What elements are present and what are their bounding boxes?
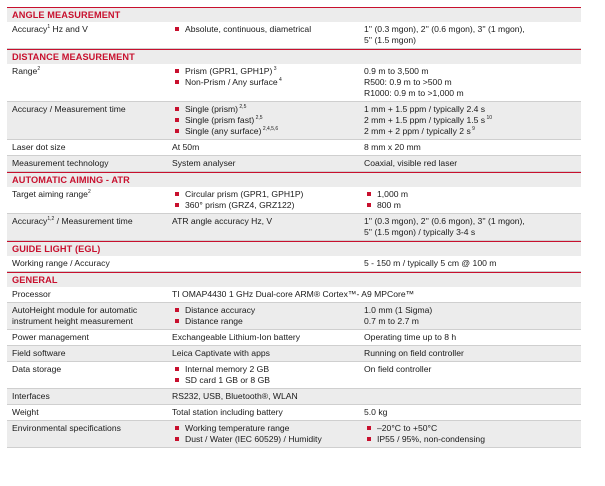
spec-label [7,389,169,404]
footnote-ref: 2 [37,66,41,73]
spec-label [7,64,169,101]
spec-row [7,405,581,421]
cell-line [364,227,581,238]
spec-value [364,389,581,404]
spec-label [7,140,169,155]
spec-feature [169,256,364,271]
cell-text: 800 m [377,200,401,210]
footnote-ref: 2 [87,189,91,196]
cell-text: Coaxial, visible red laser [364,158,458,168]
cell-line [364,115,581,126]
label-suffix: Hz and V [50,24,88,34]
spec-label [7,287,169,302]
cell-text: SD card 1 GB or 8 GB [185,375,271,385]
label-text: Interfaces [12,391,50,401]
label-text: Accuracy [12,216,48,226]
cell-line [364,332,581,343]
spec-value [364,256,581,271]
spec-feature [169,346,364,361]
cell-line [364,104,581,115]
spec-row [7,140,581,156]
bullet-item [364,200,581,211]
spec-value [364,362,581,388]
spec-label [7,22,169,48]
footnote-ref: 1 [47,24,51,31]
bullet-item [364,189,581,200]
spec-label [7,330,169,345]
spec-feature [169,214,364,240]
bullet-item [172,126,364,137]
cell-text: On field controller [364,364,432,374]
spec-value [364,330,581,345]
spec-value [364,405,581,420]
label-text: Environmental specifications [12,423,121,433]
spec-value [364,303,581,329]
spec-feature [169,102,364,139]
cell-text: 1'' (0.3 mgon), 2'' (0.6 mgon), 3'' (1 mgon), [364,216,525,226]
cell-line [172,216,364,227]
cell-text: Distance range [185,316,243,326]
spec-feature [169,303,364,329]
cell-line [172,142,364,153]
cell-line [364,305,581,316]
label-text: Power management [12,332,89,342]
cell-text: 1.0 mm (1 Sigma) [364,305,433,315]
cell-text: Running on field controller [364,348,464,358]
cell-text: 360° prism (GRZ4, GRZ122) [185,200,295,210]
cell-line [364,348,581,359]
cell-text: ATR angle accuracy Hz, V [172,216,273,226]
spec-label [7,303,169,329]
spec-row [7,214,581,241]
spec-feature [169,22,364,48]
footnote-ref: 2,5 [254,115,263,122]
cell-text: Absolute, continuous, diametrical [185,24,312,34]
label-text: Range [12,66,38,76]
cell-line [172,332,364,343]
cell-line [172,88,364,99]
spec-label [7,421,169,447]
spec-feature [169,140,364,155]
spec-feature [169,421,364,447]
cell-line [364,316,581,327]
cell-line [364,35,581,46]
cell-line [172,407,364,418]
cell-line [172,158,364,169]
cell-line [364,142,581,153]
cell-line [364,24,581,35]
label-text: Laser dot size [12,142,66,152]
bullet-item [172,66,364,77]
spec-feature [169,330,364,345]
cell-text: Internal memory 2 GB [185,364,270,374]
bullet-item [364,434,581,445]
spec-row [7,362,581,389]
bullet-item [172,423,364,434]
spec-label [7,102,169,139]
footnote-ref: 4 [277,77,282,84]
spec-value [364,187,581,213]
spec-row [7,64,581,102]
spec-label [7,187,169,213]
cell-text: R1000: 0.9 m to >1,000 m [364,88,464,98]
spec-value [364,156,581,171]
label-text: Accuracy [12,24,48,34]
cell-text: Non-Prism / Any surface [185,77,278,87]
cell-line [364,77,581,88]
cell-text: Single (prism fast) [185,115,255,125]
cell-text: Leica Captivate with apps [172,348,270,358]
spec-value [364,102,581,139]
cell-text: Exchangeable Lithium-Ion battery [172,332,301,342]
spec-feature [169,187,364,213]
bullet-item [172,77,364,88]
section-heading: AUTOMATIC AIMING - ATR [7,172,581,187]
label-text: Accuracy / Measurement time [12,104,126,114]
cell-text: 0.9 m to 3,500 m [364,66,429,76]
label-text: Target aiming range [12,189,88,199]
section-heading: GUIDE LIGHT (EGL) [7,241,581,256]
footnote-ref: 1,2 [47,216,55,223]
bullet-item [172,375,364,386]
spec-feature [169,287,581,302]
cell-line [172,258,364,269]
cell-text: Total station including battery [172,407,283,417]
cell-text: Single (prism) [185,104,239,114]
spec-row [7,303,581,330]
label-text: Working range / Accuracy [12,258,110,268]
bullet-item [172,24,364,35]
spec-row [7,346,581,362]
label-text: Field software [12,348,66,358]
cell-text: IP55 / 95%, non-condensing [377,434,485,444]
footnote-ref: 9 [470,126,475,133]
bullet-item [172,189,364,200]
cell-text: Dust / Water (IEC 60529) / Humidity [185,434,322,444]
label-suffix: / Measurement time [54,216,133,226]
spec-row [7,330,581,346]
footnote-ref: 10 [485,115,493,122]
label-text: AutoHeight module for automatic instrument height measurement [12,305,138,326]
spec-row [7,187,581,214]
cell-text: Single (any surface) [185,126,262,136]
spec-row [7,156,581,172]
cell-text: Working temperature range [185,423,290,433]
spec-row [7,287,581,303]
spec-label [7,256,169,271]
cell-line [172,391,364,402]
spec-label [7,156,169,171]
label-text: Data storage [12,364,62,374]
cell-text: At 50m [172,142,200,152]
cell-line [364,66,581,77]
spec-label [7,346,169,361]
cell-text: –20°C to +50°C [377,423,438,433]
cell-line [364,158,581,169]
label-text: Weight [12,407,39,417]
cell-text: R500: 0.9 m to >500 m [364,77,452,87]
spec-row [7,389,581,405]
spec-label [7,214,169,240]
footnote-ref: 3 [272,66,277,73]
cell-text: 2 mm + 1.5 ppm / typically 1.5 s [364,115,486,125]
cell-text: RS232, USB, Bluetooth®, WLAN [172,391,298,401]
cell-text: 0.7 m to 2.7 m [364,316,419,326]
cell-line [364,364,581,375]
bullet-item [172,115,364,126]
spec-value [364,22,581,48]
bullet-item [172,316,364,327]
section-heading: ANGLE MEASUREMENT [7,7,581,22]
cell-text: 1,000 m [377,189,409,199]
cell-text: TI OMAP4430 1 GHz Dual-core ARM® Cortex™- A9 MPCore™ [172,289,415,299]
cell-line [364,216,581,227]
bullet-item [172,104,364,115]
cell-text: 1'' (0.3 mgon), 2'' (0.6 mgon), 3'' (1 mgon), [364,24,525,34]
spec-feature [169,389,364,404]
cell-text: Circular prism (GPR1, GPH1P) [185,189,304,199]
cell-text: Operating time up to 8 h [364,332,457,342]
spec-sheet [7,7,581,448]
cell-line [364,126,581,137]
cell-text: 5'' (1.5 mgon) [364,35,417,45]
cell-text: 2 mm + 2 ppm / typically 2 s [364,126,471,136]
cell-line [364,407,581,418]
footnote-ref: 2,4,5,6 [261,126,279,133]
bullet-item [172,434,364,445]
spec-label [7,362,169,388]
cell-line [172,289,581,300]
cell-text: 8 mm x 20 mm [364,142,421,152]
spec-value [364,214,581,240]
cell-text: Distance accuracy [185,305,256,315]
spec-row [7,22,581,49]
cell-text: 5.0 kg [364,407,388,417]
cell-line [364,391,581,402]
spec-feature [169,362,364,388]
cell-text: 5'' (1.5 mgon) / typically 3-4 s [364,227,476,237]
spec-value [364,140,581,155]
spec-value [364,421,581,447]
bullet-item [364,423,581,434]
cell-text: 5 - 150 m / typically 5 cm @ 100 m [364,258,497,268]
spec-value [364,346,581,361]
spec-row [7,256,581,272]
cell-line [364,258,581,269]
bullet-item [172,200,364,211]
label-text: Processor [12,289,51,299]
section-heading: GENERAL [7,272,581,287]
spec-label [7,405,169,420]
spec-row [7,421,581,448]
bullet-item [172,364,364,375]
spec-row [7,102,581,140]
bullet-item [172,305,364,316]
cell-text: 1 mm + 1.5 ppm / typically 2.4 s [364,104,486,114]
spec-feature [169,64,364,101]
cell-text: System analyser [172,158,236,168]
cell-text: Prism (GPR1, GPH1P) [185,66,273,76]
cell-line [364,88,581,99]
section-heading: DISTANCE MEASUREMENT [7,49,581,64]
spec-feature [169,156,364,171]
footnote-ref: 2,5 [238,104,247,111]
cell-line [172,348,364,359]
spec-value [364,64,581,101]
spec-feature [169,405,364,420]
label-text: Measurement technology [12,158,109,168]
